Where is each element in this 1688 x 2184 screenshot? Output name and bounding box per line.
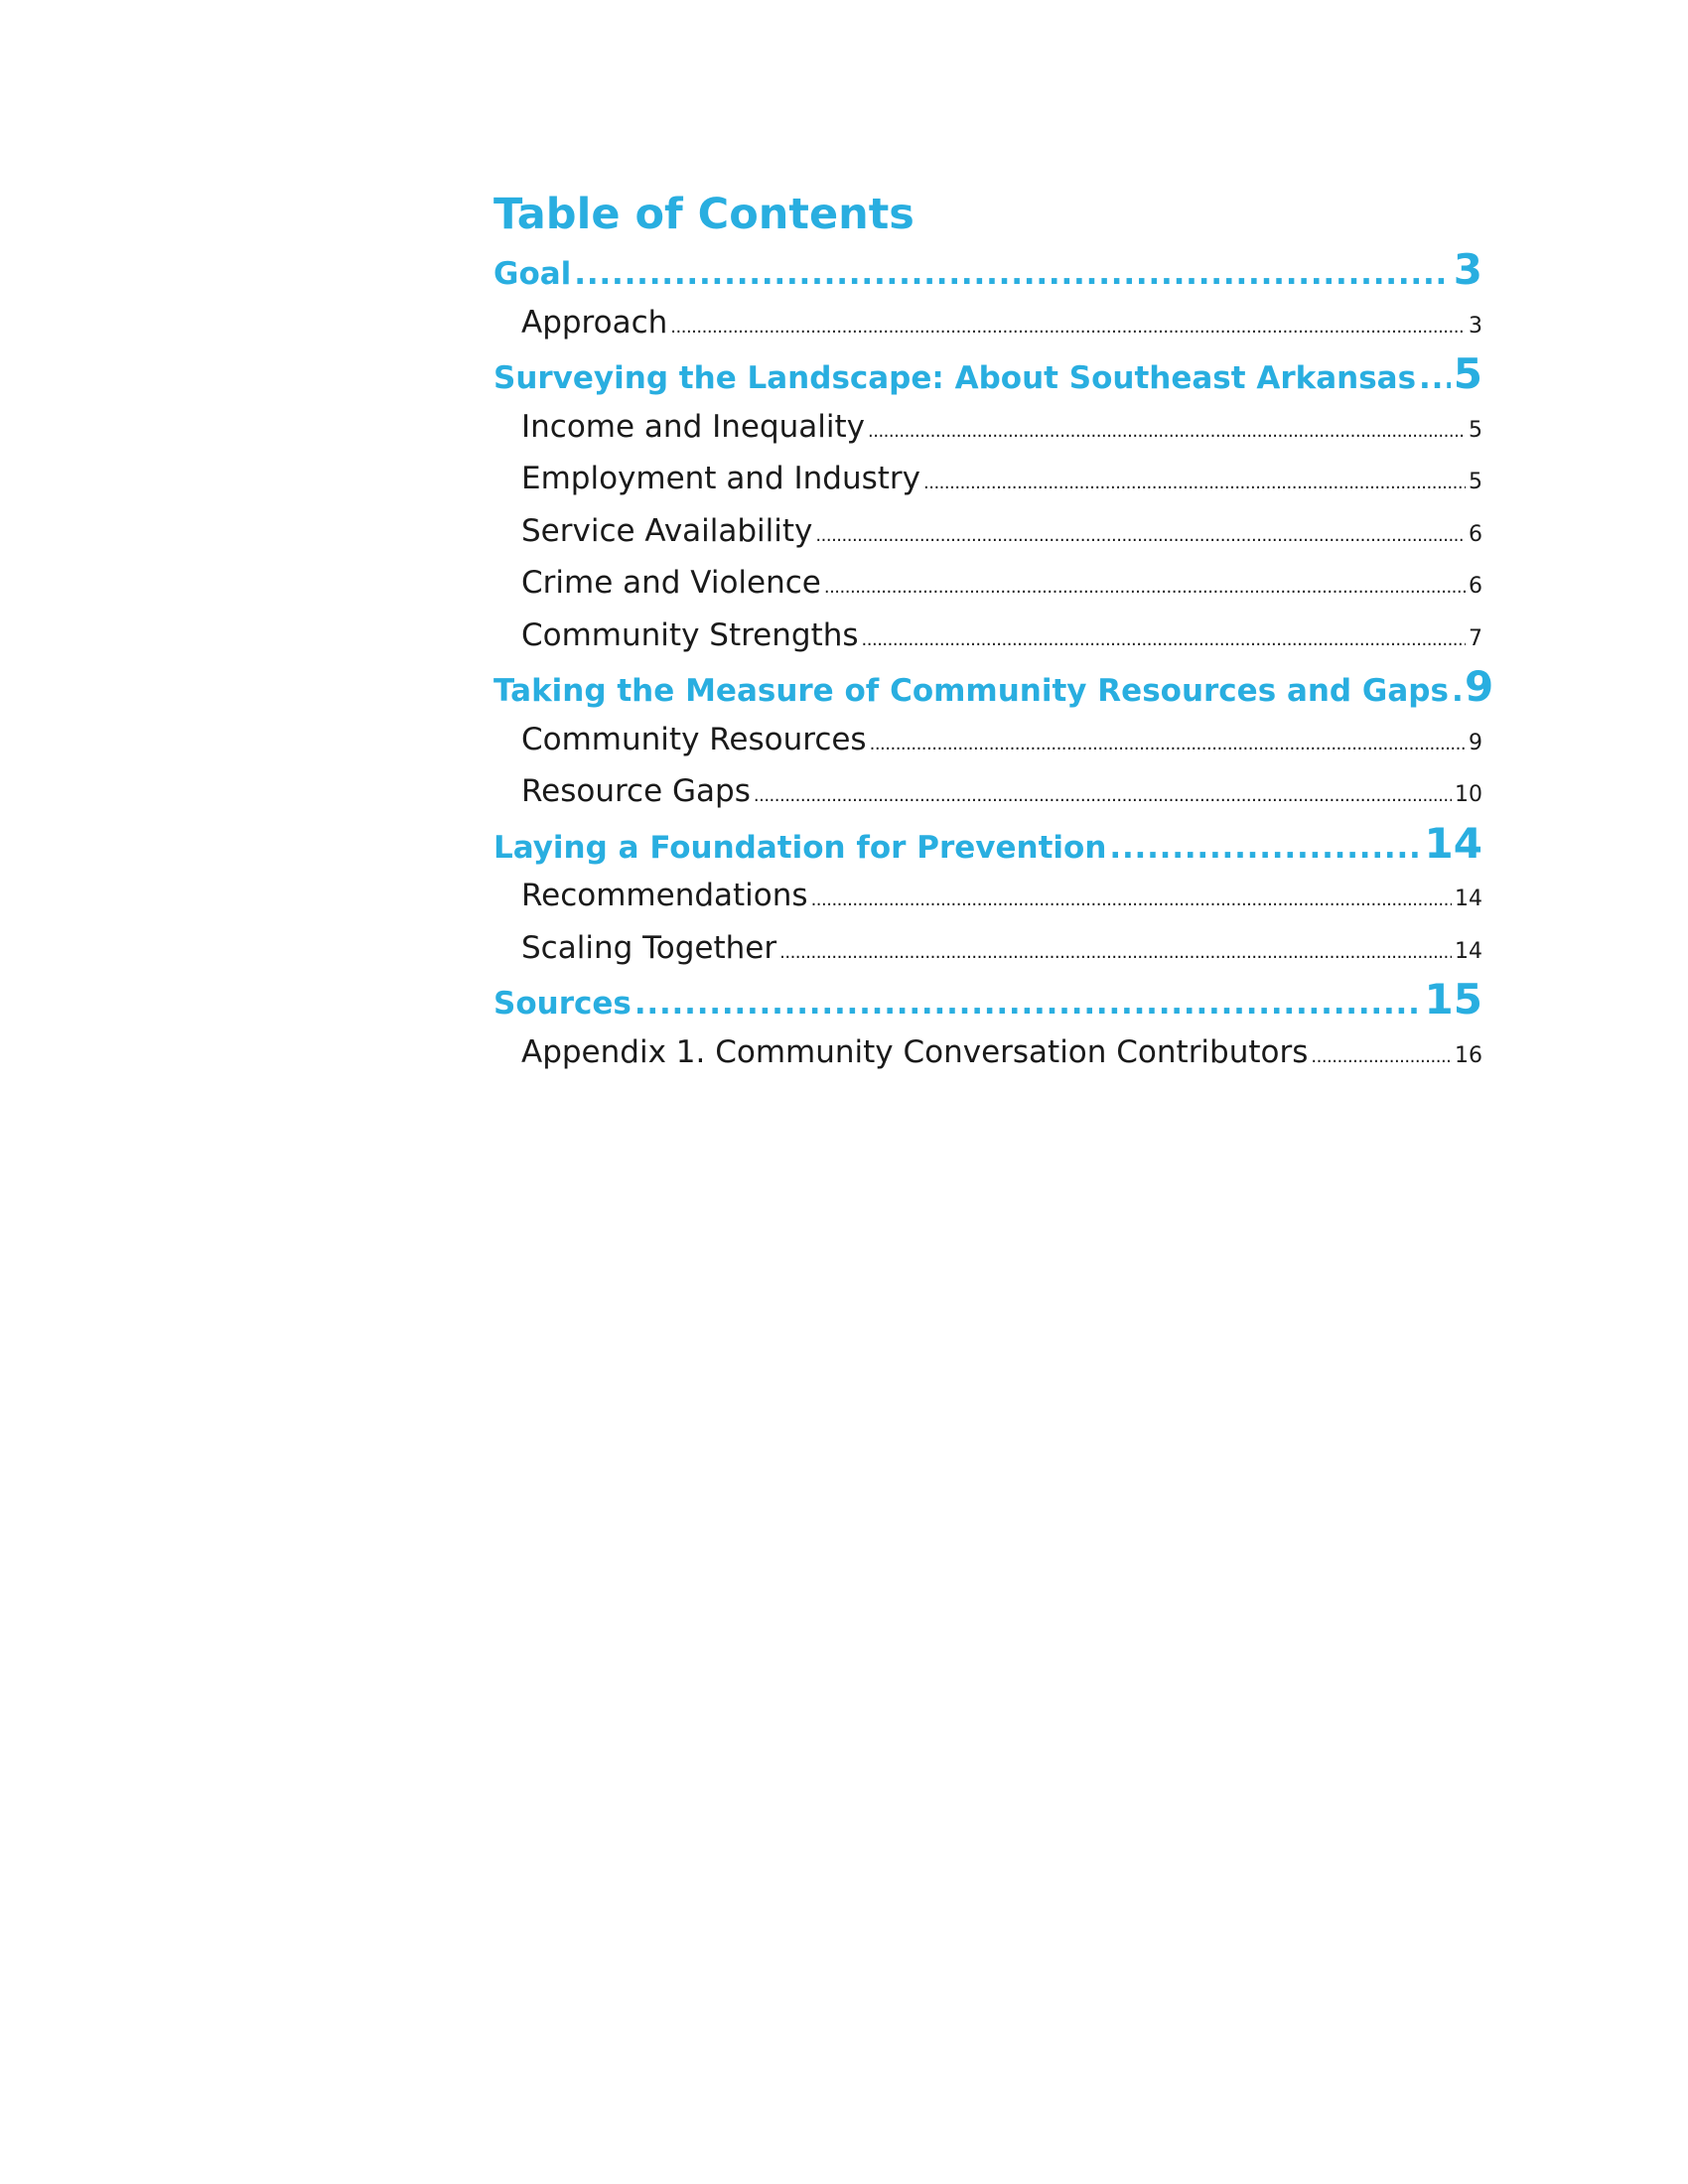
toc-dot-leader — [779, 944, 1452, 962]
toc-section-entry[interactable] — [493, 244, 1482, 297]
toc-entry-label: Scaling Together — [521, 929, 777, 966]
toc-page-number: 3 — [1453, 245, 1482, 294]
toc-entry-label: Income and Inequality — [521, 408, 866, 445]
toc-subsection-entry[interactable] — [493, 765, 1482, 818]
toc-section-entry[interactable] — [493, 348, 1482, 401]
toc-section-entry[interactable] — [493, 818, 1482, 871]
toc-entry-label: Sources — [493, 986, 632, 1022]
toc-subsection-entry[interactable] — [493, 1026, 1482, 1079]
toc-entry-label: Employment and Industry — [521, 461, 921, 496]
toc-page-number: 5 — [1469, 417, 1482, 443]
toc-entry-label: Resource Gaps — [521, 773, 751, 809]
toc-dot-leader — [824, 579, 1466, 597]
toc-page-number: 3 — [1469, 313, 1482, 339]
toc-dot-leader — [1311, 1048, 1452, 1066]
toc-entry-label: Recommendations — [521, 878, 808, 913]
toc-subsection-entry[interactable] — [493, 610, 1482, 662]
toc-dot-leader — [1452, 665, 1462, 718]
toc-subsection-entry[interactable] — [493, 453, 1482, 505]
toc-page-number: 14 — [1455, 887, 1482, 911]
toc-entry-label: Approach — [521, 304, 668, 341]
toc-entry-label: Laying a Foundation for Prevention — [493, 829, 1107, 866]
toc-page-number: 6 — [1469, 574, 1482, 599]
table-of-contents — [493, 185, 1494, 1078]
toc-page-number: 9 — [1464, 662, 1494, 711]
toc-dot-leader — [1109, 822, 1421, 875]
toc-dot-leader — [811, 891, 1452, 909]
toc-subsection-entry[interactable] — [493, 922, 1482, 975]
toc-entry-label: Community Strengths — [521, 616, 859, 653]
toc-dot-leader — [870, 736, 1466, 753]
toc-entry-label: Surveying the Landscape: About Southeast Arkansas — [493, 360, 1417, 396]
toc-page-number: 7 — [1469, 625, 1482, 651]
toc-entry-label: Appendix 1. Community Conversation Contributors — [521, 1033, 1309, 1070]
toc-page-number: 5 — [1469, 470, 1482, 494]
toc-dot-leader — [815, 527, 1466, 545]
toc-entry-label: Crime and Violence — [521, 565, 821, 601]
toc-subsection-entry[interactable] — [493, 714, 1482, 766]
toc-dot-leader — [670, 319, 1466, 337]
toc-section-entry[interactable] — [493, 661, 1494, 714]
toc-page-number: 14 — [1424, 818, 1482, 868]
toc-subsection-entry[interactable] — [493, 401, 1482, 454]
toc-dot-leader — [754, 787, 1452, 805]
toc-subsection-entry[interactable] — [493, 505, 1482, 558]
toc-entry-label: Taking the Measure of Community Resources and Gaps — [493, 673, 1449, 709]
toc-entry-label: Goal — [493, 256, 572, 292]
toc-subsection-entry[interactable] — [493, 297, 1482, 349]
toc-page-number: 10 — [1455, 782, 1482, 807]
toc-page-number: 5 — [1453, 349, 1482, 398]
toc-dot-leader — [923, 475, 1466, 492]
toc-dot-leader — [862, 631, 1466, 649]
toc-subsection-entry[interactable] — [493, 557, 1482, 610]
toc-dot-leader — [1419, 352, 1451, 405]
toc-dot-leader — [574, 248, 1450, 301]
toc-section-entry[interactable] — [493, 974, 1482, 1026]
toc-page-number: 14 — [1455, 938, 1482, 964]
toc-subsection-entry[interactable] — [493, 870, 1482, 922]
toc-entry-label: Service Availability — [521, 512, 813, 549]
toc-page-number: 16 — [1455, 1042, 1482, 1068]
toc-page-number: 15 — [1424, 975, 1482, 1024]
toc-title: Table of Contents — [493, 190, 914, 239]
toc-entry-label: Community Resources — [521, 721, 867, 757]
toc-list — [493, 244, 1494, 1078]
toc-dot-leader — [868, 423, 1466, 441]
toc-dot-leader — [634, 978, 1422, 1030]
toc-page-number: 6 — [1469, 521, 1482, 547]
toc-page-number: 9 — [1469, 730, 1482, 755]
